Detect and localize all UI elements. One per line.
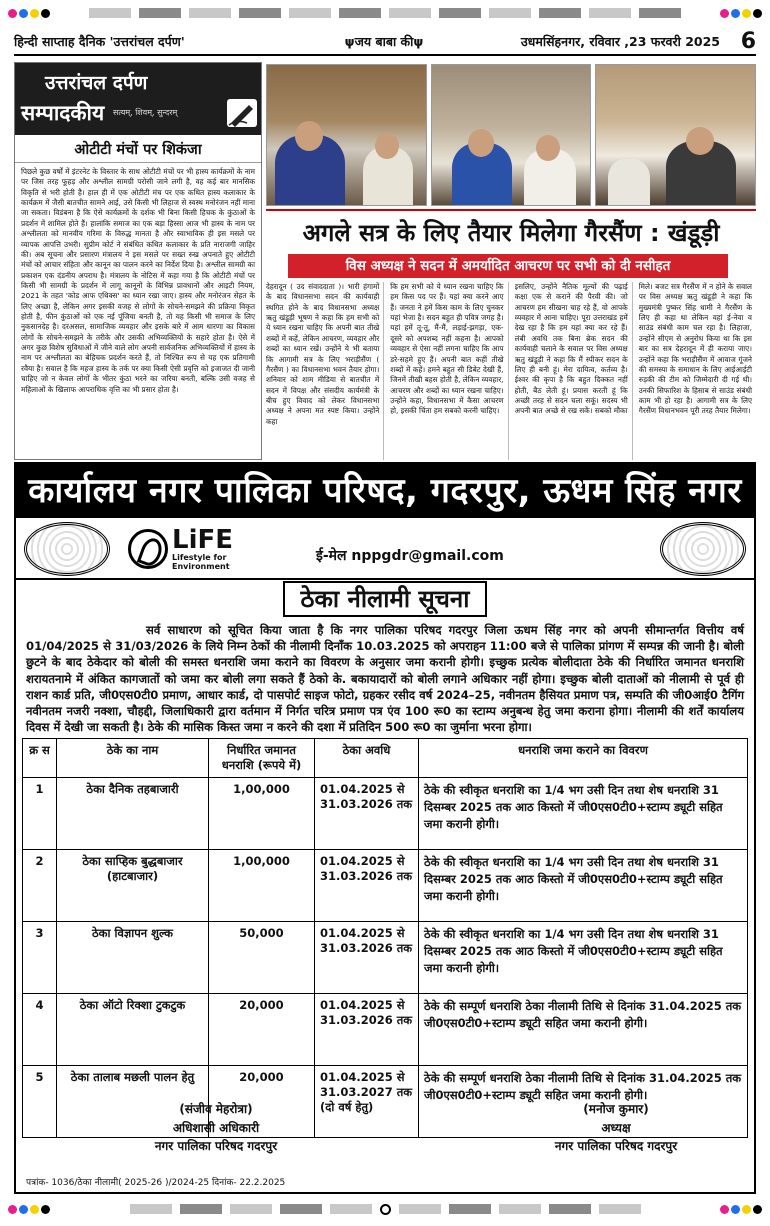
tender-notice <box>14 462 756 1194</box>
registration-strip-top <box>0 2 770 24</box>
news-subheadline: विस अध्यक्ष ने सदन में अमर्यादित आचरण पर सभी को दी नसीहत <box>288 254 728 278</box>
news-column-3: इसलिए, उन्होंने नैतिक मूल्यों की पढ़ाई कक्षा एक से कराने की पैरवी की। जो आचरण हम सीखना चाह रहे हैं, वो आपके व्यवहार में आना चाहिए। पूरा उत्तराखंड हमें देख रहा है कि हम यहां क्या कर रहे हैं। लंबी अवधि तक बिना ब्रेक सदन की कार्यवाही चलाने के सवाल पर विस अध्यक्ष ऋतु खंडूड़ी ने कहा कि मैं स्पीकर सदन के लिए ही बनी हूं। मेरा दायित्व, कर्तव्य है। ईश्वर की कृपा है कि बहुत दिक्कत नहीं होती, बैठ लेती हूं। प्रयास करती हूं कि अच्छी तरह से सदन चला सकूं। सदस्य भी अपनी बात अच्छे से रख सकें। सबको मौका <box>515 282 633 460</box>
registration-target-icon <box>380 1204 391 1215</box>
signatory-right: (मनोज कुमार) अध्यक्ष नगर पालिका परिषद गदरपुर <box>554 1102 678 1154</box>
slogan: ψजय बाबा कीψ <box>344 33 424 49</box>
news-column-2: कि हम सभी को ये ध्यान रखना चाहिए कि हम किस पद पर हैं। यहां क्या करने आए हैं। जनता ने हमें किस काम के लिए चुनकर यहां भेजा है। सदन बहुत ही पवित्र जगह है। यहां हमें तू-तू, मैं-मैं, लड़ाई-झगड़ा, एक-दूसरे को अपशब्द नहीं कहना है। आपको व्यवहार से ऐसा नहीं लगना चाहिए कि आप डरे-सहमे हुए हैं। अपनी बात कहीं तीखे शब्दों में कहें। हमने बहुत सी डिबेट देखी हैं, जिनमें तीखी बहस होती है, लेकिन व्यवहार, आचरण और शब्दों का ध्यान रखना चाहिए। उन्होंने कहा, विधानसभा में कैसा आचरण हो, इसकी चिंता हम सबको करनी चाहिए। <box>390 282 508 460</box>
color-dots-left <box>8 9 50 18</box>
col-period: ठेका अवधि <box>315 738 419 777</box>
pen-icon <box>227 99 257 127</box>
table-row: 3 ठेका विज्ञापन शुल्क 50,000 01.04.2025 से 31.03.2026 तक ठेके की स्वीकृत धनराशि का 1/4 भग उसी दिन तथा शेष धनराशि 31 दिसम्बर 2025 तक आठ किस्तो में जी0एस0टी0+स्टाम्प ड्यूटी सहित जमा करानी होगी। <box>23 921 748 993</box>
col-serial: क्र स <box>23 738 57 777</box>
tender-table <box>22 738 748 1138</box>
news-column-1: देहरादून ( उद संवाददाता )। भारी हंगामों के बाद विधानसभा सदन की कार्यवाही स्थगित होने के बाद विधानसभा अध्यक्ष ऋतु खंडूड़ी भूषण ने कहा कि हम सभी को ये ध्यान रखना चाहिए कि अपनी बात तीखे शब्दों में कहें, लेकिन आचरण, व्यवहार और शब्दों का ध्यान रखें। उन्होंने ये भी बताया कि आगामी सत्र के लिए भराड़ीसैंण ( गैरसैंण ) का विधानसभा भवन तैयार होगा। शनिवार को शाम मीडिया से बातचीत में सदन में विपक्ष और संसदीय कार्यमंत्री के बीच हुए विवाद को लेकर विधानसभा अध्यक्ष ने अपना मत स्पष्ट किया। उन्होंने कहा <box>266 282 384 460</box>
notice-body: सर्व साधारण को सूचित किया जाता है कि नगर पालिका परिषद गदरपुर जिला ऊधम सिंह नगर को अपनी सीमान्तर्गत वित्तीय वर्ष 01/04/2025 से 31/03/2026 के लिये निम्न ठेकों की नीलामी दिनाँक 10.03.2025 को अपराहन 11:00 बजे से पालिका प्रांगण में सम्पन्न की जानी है। बोली छुटने के बाद ठेकेदार को बोली की समस्त धनराशि जमा कराने का विवरण के अनुसार जमा करानी होगी। इच्छुक प्रत्येक बोलीदाता ठेके की निर्धारित जमानत धनराशि शरायतनामे में अंकित कागजातों को जमा कर बोली लगा सकते हैं ठेको के. बकायादारों को बोली लगाने अधिकार नहीं होगा। इच्छुक बोली दाताओं को नीलामी से पूर्व ही राशन कार्ड प्रति, जी0एस0टी0 प्रमाण, आधार कार्ड, दो पासपोर्ट साइज फोटो, ग्रहकर रसीद वर्ष 2024–25, नवीनतम हैसियत प्रमाण पत्र, सम्पति की जी0आई0 टैगिंग नवीनतम नजरी नक्शा, चौहद्दी, जिलाधिकारी द्वारा वर्तमान में निर्गत चरित्र प्रमाण पत्र एंव 100 रू0 का स्टाम्प अनुबन्ध हेतु जमा कराना होगा। नीलामी की शर्तें कार्यालय दिवस में देखी जा सकती है। ठेके की मासिक किस्त जमा न करने की दशा में प्रतिदिन 500 रू0 का जुर्माना भरना होगा। <box>26 623 744 735</box>
place-date: उधमसिंहनगर, रविवार ,23 फरवरी 2025 <box>520 33 720 49</box>
masthead-label: सम्पादकीय <box>21 101 105 125</box>
masthead-paper-title: उत्तरांचल दर्पण <box>45 72 148 94</box>
table-row: 5 ठेका तालाब मछली पालन हेतु 20,000 01.04.2025 से 31.03.2027 तक (दो वर्ष हेतु) ठेके की सम्पूर्ण धनराशि ठेका नीलामी तिथि से दिनांक 31.04.2025 तक जी0एस0टी0+स्टाम्प ड्यूटी सहित जमा करानी होगी। <box>23 1065 748 1137</box>
reference-number: पत्रांक- 1036/ठेका नीलामी( 2025-26 )/2024-25 दिनांक- 22.2.2025 <box>26 1178 286 1188</box>
municipal-seal-right <box>660 522 746 576</box>
table-row: 4 ठेका ऑटो रिक्शा टुकटुक 20,000 01.04.2025 से 31.03.2026 तक ठेके की सम्पूर्ण धनराशि ठेका नीलामी तिथि से दिनांक 31.04.2025 तक जी0एस0टी0+स्टाम्प ड्यूटी सहित जमा करानी होगी। <box>23 993 748 1065</box>
trident-icon: ψ <box>413 33 424 49</box>
col-deposit: निर्धारित जमानत धनराशि (रूपये में) <box>209 738 315 777</box>
signatory-left: (संजीव मेहरोत्रा) अधिशासी अधिकारी नगर पालिका परिषद गदरपुर <box>154 1102 278 1154</box>
office-email: ई-मेल nppgdr@gmail.com <box>316 548 504 564</box>
news-photo-1 <box>266 64 427 206</box>
yellow-dot <box>30 9 39 18</box>
editorial-masthead <box>15 63 261 135</box>
editorial-body: पिछले कुछ वर्षों में इंटरनेट के विस्तार के साथ ओटीटी मंचों पर भी हास्य कार्यक्रमों के नाम पर जिस तरह फूहड़ और अश्लील सामग्री परोसी जाने लगी है, वह कई बार मानसिक विकृति से भरी होती है। हाल ही में एक ओटीटी मंच पर एक कथित हास्य कलाकार के कार्यक्रम में जैसी बातचीत सामने आई, उसे किसी भी लिहाज से स्वस्थ मनोरंजन नहीं माना जा सकता। विडंबना है कि ऐसे कार्यक्रमों के दर्शक भी बिना किसी हिचक के कुंठाओं के प्रदर्शन में शामिल होते हैं। हालांकि समाज का एक बड़ा हिस्सा आज भी हास्य के नाम पर अश्लीलता को मानवीय गरिमा के विरुद्ध मानता है और स्वाभाविक ही इस मसले पर व्यापक आपत्ति उभरी। सुप्रीम कोर्ट ने संबंधित कथित कलाकार के प्रति नाराजगी जाहिर की। अब सूचना और प्रसारण मंत्रालय ने इस मसले पर सख्त रुख अपनाते हुए ओटीटी मंचों को आचार संहिता और कानून का पालन करने का निर्देश दिया है। अश्लील सामग्री का प्रकाशन एक दंडनीय अपराध है। मंत्रालय के नोटिस में कहा गया है कि ओटीटी मंचों पर किसी भी सामग्री के प्रदर्शन में लागू कानूनों के विभिन्न प्रावधानों और आइटी नियम, 2021 के तहत 'कोड आफ एथिक्स' का ध्यान रखा जाए। हास्य और मनोरंजन सेहत के लिए अच्छा है, लेकिन अगर इसकी वजह से लोगों के सोचने-समझने की प्रक्रिया विकृत होती है, फीन कुंठाओं को एक नई पूंजिया बनती है, तो यह किसी भी समाज के लिए नुकसानदेह है। दरअसल, सामाजिक व्यवहार और इसके बारे में आम धारणा का विकास लोगों के सोचने-समझने के तरीके और उसकी अभिव्यक्तियों के सहारे होता है। ऐसे में अगर कुछ विशेष सुविधाओं में जीने वाले लोग अपनी सार्वजनिक अभिव्यक्तियों में हास्य के नाम पर अश्लीलता का बेहिचक प्रदर्शन करते हैं, तो निश्चित रूप से यह एक प्रतिगामी रवैया है। सवाल है कि महज हास्य के तर्क पर क्या किसी ऐसी प्रवृत्ति को इजाजत दी जानी चाहिए जो न केवल लोगों के भीतर कुंठा भरने का जरिया बनती, बल्कि उसी वजह से महिलाओं के खिलाफ आपराधिक वृत्ति का भी प्रसार होता है। <box>21 167 255 394</box>
gray-bars <box>50 8 720 18</box>
col-payment-details: धनराशि जमा कराने का विवरण <box>419 738 748 777</box>
news-photo-3 <box>595 64 756 206</box>
paper-name: हिन्दी साप्ताह दैनिक 'उत्तरांचल दर्पण' <box>14 33 185 49</box>
trident-icon: ψ <box>344 33 355 49</box>
notice-title: ठेका नीलामी सूचना <box>283 581 488 617</box>
municipal-seal-left <box>24 522 110 576</box>
cyan-dot <box>19 9 28 18</box>
magenta-dot <box>8 9 17 18</box>
registration-strip-bottom <box>0 1198 770 1220</box>
page-header <box>14 28 756 56</box>
editorial-column <box>14 62 262 460</box>
table-row: 2 ठेका साप्हिक बुद्धबाजार (हाटबाजार) 1,00,000 01.04.2025 से 31.03.2026 तक ठेके की स्वीकृत धनराशि का 1/4 भग उसी दिन तथा शेष धनराशि 31 दिसम्बर 2025 तक आठ किस्तो में जी0एस0टी0+स्टाम्प ड्यूटी सहित जमा करानी होगी। <box>23 849 748 921</box>
masthead-tagline: सत्यम्, शिवम्, सुन्दरम् <box>113 108 178 117</box>
editorial-title: ओटीटी मंचों पर शिकंजा <box>15 135 261 163</box>
black-dot <box>41 9 50 18</box>
news-photo-2 <box>431 64 592 206</box>
leaf-icon <box>128 529 168 569</box>
table-row: 1 ठेका दैनिक तहबाजारी 1,00,000 01.04.2025 से 31.03.2026 तक ठेके की स्वीकृत धनराशि का 1/4 भग उसी दिन तथा शेष धनराशि 31 दिसम्बर 2025 तक आठ किस्तो में जी0एस0टी0+स्टाम्प ड्यूटी सहित जमा करानी होगी। <box>23 777 748 849</box>
table-header-row <box>23 738 748 777</box>
news-photos <box>266 64 756 206</box>
news-headline: अगले सत्र के लिए तैयार मिलेगा गैरसैंण : खंडूड़ी <box>266 209 756 253</box>
notice-logos <box>16 518 754 580</box>
life-logo: LiFE Lifestyle for Environment <box>128 524 268 574</box>
col-contract-name: ठेके का नाम <box>57 738 209 777</box>
news-column-4: मिले। बजट सत्र गैरसैंण में न होने के सवाल पर विस अध्यक्ष ऋतु खंडूड़ी ने कहा कि मुख्यमंत्री पुष्कर सिंह धामी ने गैरसैंण के लिए ही कहा था लेकिन वहां ई-नेवा व साउंड संबंधी काम चल रहा है। लिहाजा, उन्होंने सीएम से अनुरोध किया था कि इस बार का सत्र देहरादून में ही कराया जाए। उन्होंने कहा कि भराड़ीसैंण में आवाज गूंजने की समस्या के समाधान के लिए आईआईटी रुड़की की टीम को जिम्मेदारी दी गई थी। उनकी सिफारिश के हिसाब से साउंड संबंधी काम भी हो रहा है। आगामी सत्र के लिए गैरसैंण विधानभवन पूरी तरह तैयार मिलेगा। <box>638 282 752 416</box>
office-title: कार्यालय नगर पालिका परिषद, गदरपुर, ऊधम सिंह नगर <box>16 464 754 518</box>
color-dots-right <box>720 9 762 18</box>
page-number: 6 <box>740 28 756 54</box>
news-columns <box>266 282 756 460</box>
